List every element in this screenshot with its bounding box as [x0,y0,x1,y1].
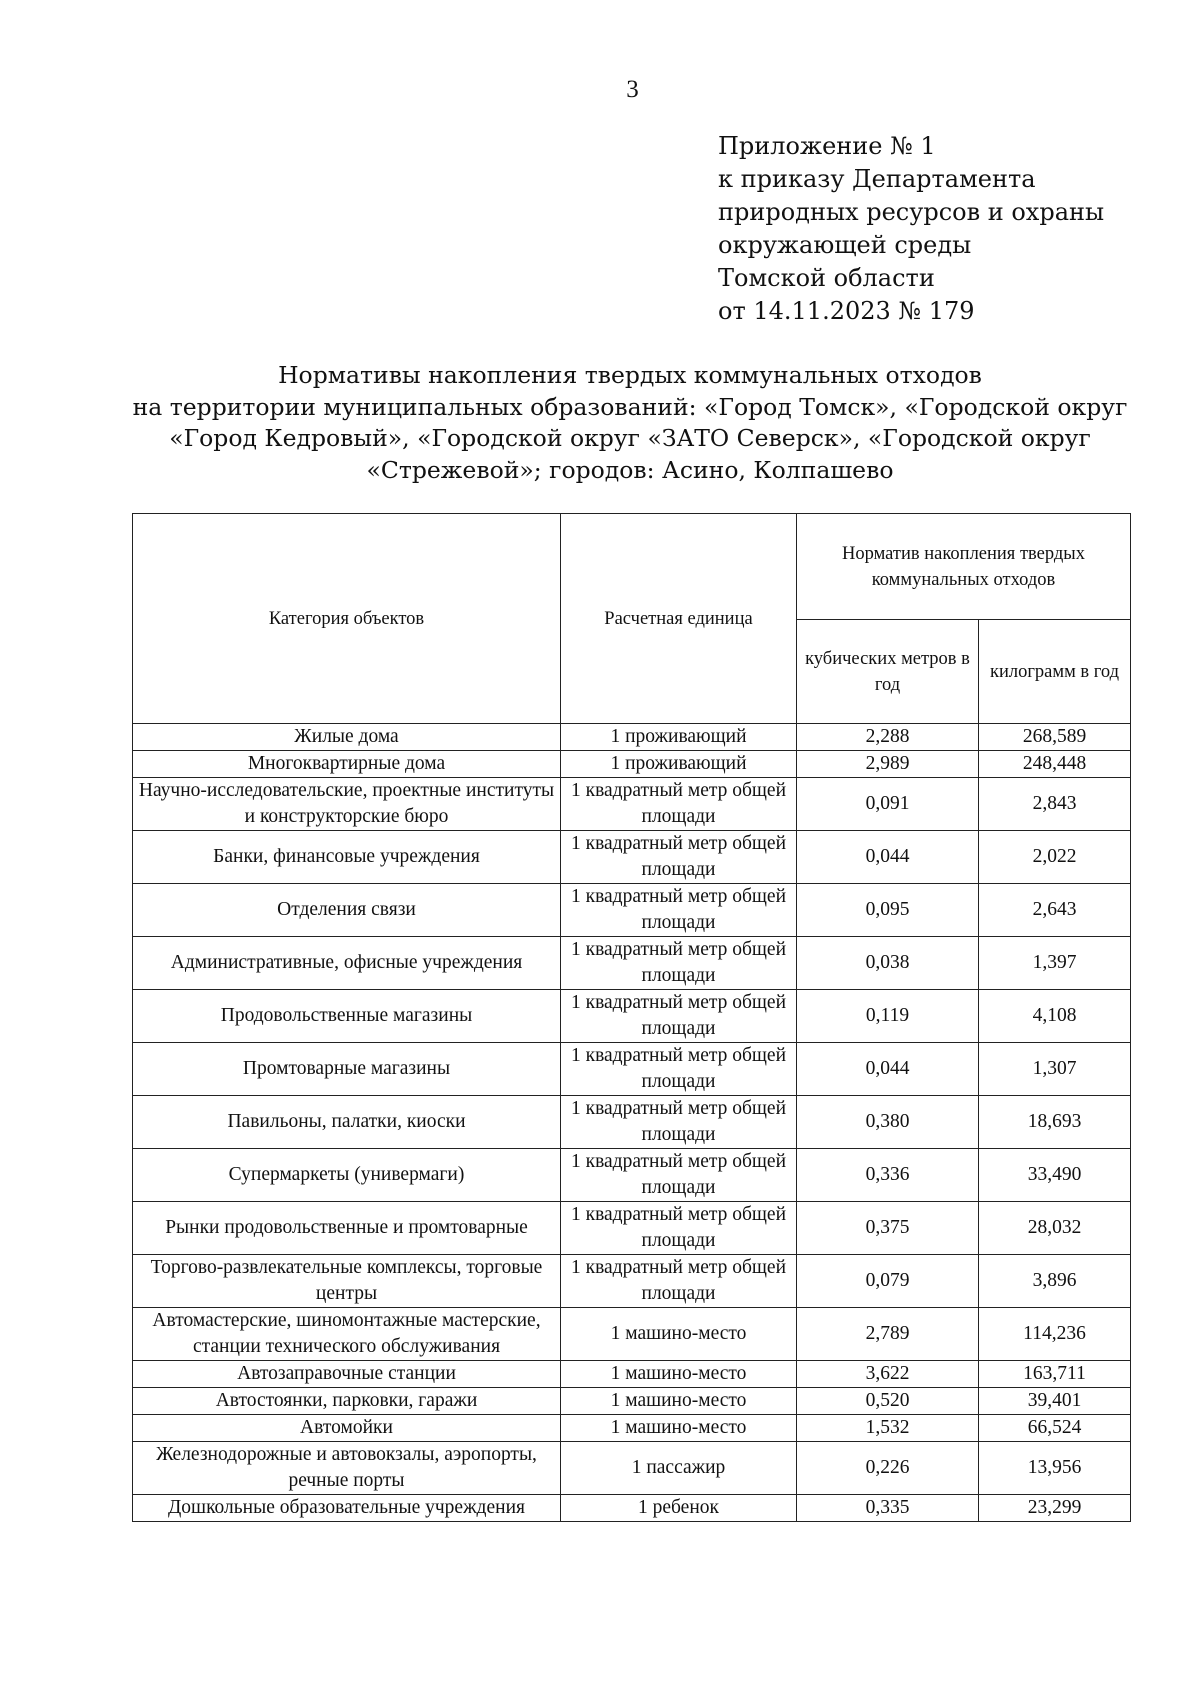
cell-unit: 1 квадратный метр общей площади [561,1043,797,1096]
appendix-block [718,130,1104,328]
cell-cubic: 1,532 [797,1415,979,1442]
cell-category: Рынки продовольственные и промтоварные [133,1202,561,1255]
cell-category: Автостоянки, парковки, гаражи [133,1388,561,1415]
cell-cubic: 0,044 [797,831,979,884]
cell-unit: 1 квадратный метр общей площади [561,884,797,937]
cell-cubic: 0,380 [797,1096,979,1149]
title-line: «Город Кедровый», «Городской округ «ЗАТО Северск», «Городской округ [169,424,1091,452]
title-line: «Стрежевой»; городов: Асино, Колпашево [366,455,894,484]
cell-kg: 1,397 [979,937,1131,990]
cell-cubic: 0,079 [797,1255,979,1308]
cell-cubic: 3,622 [797,1361,979,1388]
cell-kg: 23,299 [979,1495,1131,1522]
cell-unit: 1 машино-место [561,1388,797,1415]
cell-kg: 18,693 [979,1096,1131,1149]
cell-unit: 1 машино-место [561,1415,797,1442]
cell-kg: 248,448 [979,751,1131,778]
cell-category: Супермаркеты (универмаги) [133,1149,561,1202]
cell-kg: 2,643 [979,884,1131,937]
cell-cubic: 0,375 [797,1202,979,1255]
cell-category: Административные, офисные учреждения [133,937,561,990]
table-row [133,1202,1131,1255]
table-row [133,1442,1131,1495]
cell-kg: 39,401 [979,1388,1131,1415]
table-row [133,1415,1131,1442]
cell-kg: 3,896 [979,1255,1131,1308]
title-line: на территории муниципальных образований: «Город Томск», «Городской округ [132,392,1128,421]
cell-kg: 268,589 [979,724,1131,751]
cell-category: Автомойки [133,1415,561,1442]
appendix-line: к приказу Департамента [718,165,1036,193]
cell-kg: 13,956 [979,1442,1131,1495]
cell-category: Банки, финансовые учреждения [133,831,561,884]
cell-unit: 1 квадратный метр общей площади [561,1202,797,1255]
cell-cubic: 0,091 [797,778,979,831]
cell-unit: 1 ребенок [561,1495,797,1522]
cell-kg: 114,236 [979,1308,1131,1361]
cell-category: Отделения связи [133,884,561,937]
table-row [133,937,1131,990]
cell-category: Торгово-развлекательные комплексы, торговые центры [133,1255,561,1308]
cell-category: Научно-исследовательские, проектные институты и конструкторские бюро [133,778,561,831]
cell-kg: 2,022 [979,831,1131,884]
cell-kg: 2,843 [979,778,1131,831]
appendix-line: окружающей среды [718,231,972,259]
cell-kg: 163,711 [979,1361,1131,1388]
cell-cubic: 0,335 [797,1495,979,1522]
cell-unit: 1 квадратный метр общей площади [561,1255,797,1308]
cell-cubic: 0,044 [797,1043,979,1096]
cell-cubic: 0,095 [797,884,979,937]
cell-cubic: 2,288 [797,724,979,751]
cell-cubic: 0,336 [797,1149,979,1202]
cell-category: Дошкольные образовательные учреждения [133,1495,561,1522]
page-number: 3 [626,76,639,103]
cell-kg: 28,032 [979,1202,1131,1255]
cell-category: Железнодорожные и автовокзалы, аэропорты, речные порты [133,1442,561,1495]
header-kg: килограмм в год [979,620,1131,724]
table-row [133,1149,1131,1202]
table-row [133,751,1131,778]
cell-unit: 1 машино-место [561,1361,797,1388]
cell-cubic: 0,226 [797,1442,979,1495]
cell-cubic: 2,789 [797,1308,979,1361]
table-row [133,1096,1131,1149]
cell-unit: 1 квадратный метр общей площади [561,1149,797,1202]
header-unit: Расчетная единица [561,514,797,724]
cell-kg: 66,524 [979,1415,1131,1442]
cell-unit: 1 пассажир [561,1442,797,1495]
cell-category: Продовольственные магазины [133,990,561,1043]
appendix-line: природных ресурсов и охраны [718,198,1105,226]
table-row [133,884,1131,937]
table-row [133,1255,1131,1308]
cell-unit: 1 квадратный метр общей площади [561,1096,797,1149]
cell-category: Автозаправочные станции [133,1361,561,1388]
header-cubic: кубических метров в год [797,620,979,724]
cell-unit: 1 квадратный метр общей площади [561,831,797,884]
cell-unit: 1 машино-место [561,1308,797,1361]
cell-unit: 1 квадратный метр общей площади [561,990,797,1043]
norms-table [132,513,1131,1522]
cell-unit: 1 проживающий [561,724,797,751]
document-title [120,360,1140,486]
cell-kg: 1,307 [979,1043,1131,1096]
cell-category: Автомастерские, шиномонтажные мастерские, станции технического обслуживания [133,1308,561,1361]
header-category: Категория объектов [133,514,561,724]
cell-cubic: 0,520 [797,1388,979,1415]
cell-kg: 4,108 [979,990,1131,1043]
cell-category: Многоквартирные дома [133,751,561,778]
header-norm: Норматив накопления твердых коммунальных отходов [797,514,1131,620]
cell-cubic: 0,038 [797,937,979,990]
table-row [133,724,1131,751]
table-row [133,990,1131,1043]
appendix-line: от 14.11.2023 № 179 [718,297,975,325]
appendix-line: Томской области [718,264,935,292]
cell-category: Павильоны, палатки, киоски [133,1096,561,1149]
appendix-line: Приложение № 1 [718,132,936,160]
table-row [133,1308,1131,1361]
cell-unit: 1 квадратный метр общей площади [561,937,797,990]
cell-category: Жилые дома [133,724,561,751]
title-line: Нормативы накопления твердых коммунальных отходов [278,361,982,389]
cell-category: Промтоварные магазины [133,1043,561,1096]
cell-unit: 1 проживающий [561,751,797,778]
table-row [133,1043,1131,1096]
table-row [133,1495,1131,1522]
table-row [133,831,1131,884]
cell-cubic: 0,119 [797,990,979,1043]
table-row [133,1388,1131,1415]
table-body [133,724,1131,1522]
cell-kg: 33,490 [979,1149,1131,1202]
table-row [133,1361,1131,1388]
table-row [133,778,1131,831]
cell-unit: 1 квадратный метр общей площади [561,778,797,831]
cell-cubic: 2,989 [797,751,979,778]
